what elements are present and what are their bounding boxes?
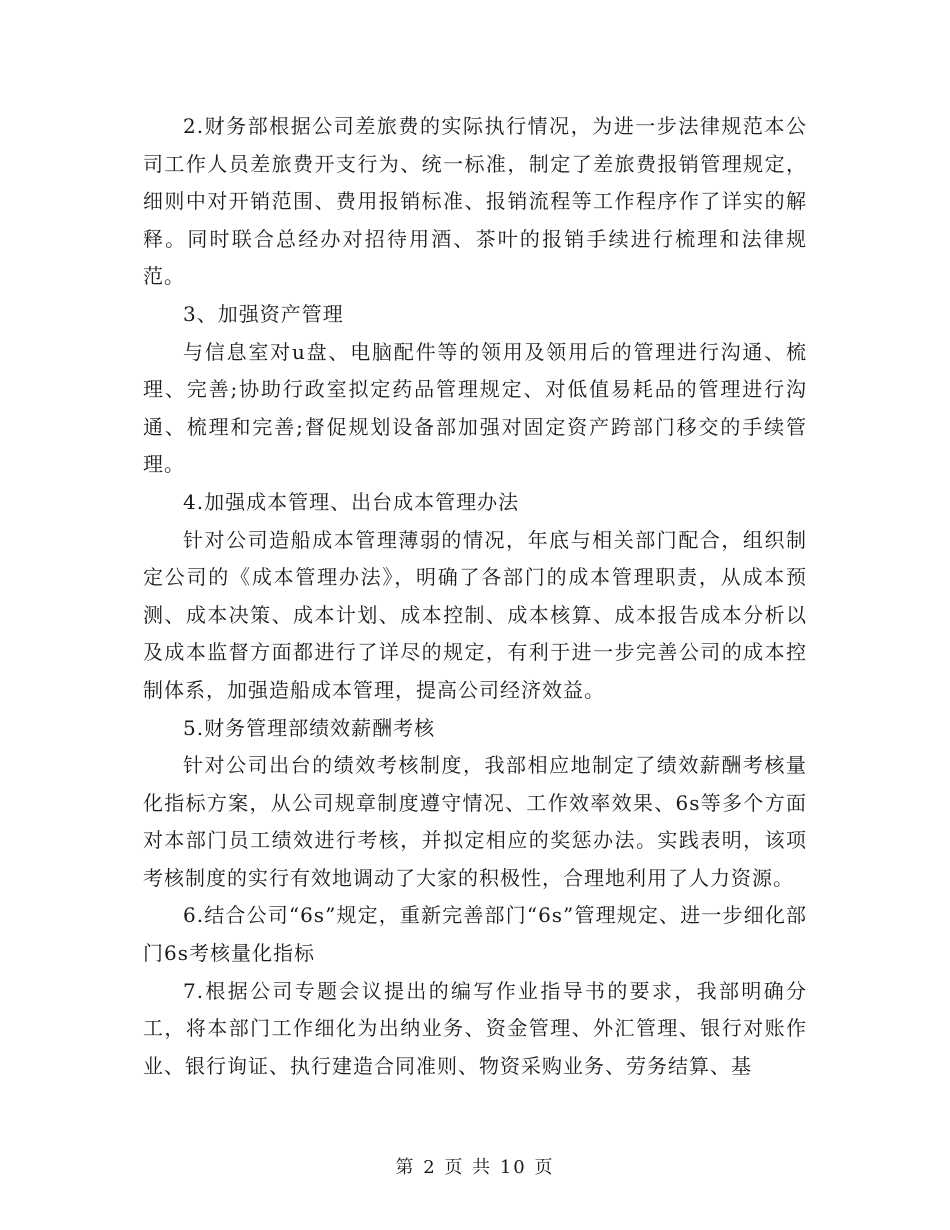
heading-performance-pay: 5.财务管理部绩效薪酬考核 xyxy=(183,715,436,740)
heading-cost-management: 4.加强成本管理、出台成本管理办法 xyxy=(183,489,520,514)
heading-asset-management: 3、加强资产管理 xyxy=(183,301,344,326)
page-number-label: 第 2 页 共 10 页 xyxy=(395,1157,555,1178)
paragraph-performance-pay: 针对公司出台的绩效考核制度，我部相应地制定了绩效薪酬考核量化指标方案，从公司规章制度遵守情况、工作效率效果、6s等多个方面对本部门员工绩效进行考核，并拟定相应的奖惩办法。实践表明，该项考核制度的实行有效地调动了大家的积极性，合理地利用了人力资源。 xyxy=(143,753,807,890)
paragraph-6s-rules: 6.结合公司“6s”规定，重新完善部门“6s”管理规定、进一步细化部门6s考核量化指标 xyxy=(143,903,807,966)
page-footer xyxy=(0,1153,950,1179)
paragraph-travel-expense: 2.财务部根据公司差旅费的实际执行情况，为进一步法律规范本公司工作人员差旅费开支行为、统一标准，制定了差旅费报销管理规定，细则中对开销范围、费用报销标准、报销流程等工作程序作了详实的解释。同时联合总经办对招待用酒、茶叶的报销手续进行梳理和法律规范。 xyxy=(143,114,807,289)
document-body xyxy=(143,108,807,1085)
paragraph-cost-management: 针对公司造船成本管理薄弱的情况，年底与相关部门配合，组织制定公司的《成本管理办法》，明确了各部门的成本管理职责，从成本预测、成本决策、成本计划、成本控制、成本核算、成本报告成本分析以及成本监督方面都进行了详尽的规定，有利于进一步完善公司的成本控制体系，加强造船成本管理，提高公司经济效益。 xyxy=(143,527,807,702)
paragraph-asset-management: 与信息室对u盘、电脑配件等的领用及领用后的管理进行沟通、梳理、完善;协助行政室拟定药品管理规定、对低值易耗品的管理进行沟通、梳理和完善;督促规划设备部加强对固定资产跨部门移交的手续管理。 xyxy=(143,339,807,477)
paragraph-work-instructions: 7.根据公司专题会议提出的编写作业指导书的要求，我部明确分工，将本部门工作细化为出纳业务、资金管理、外汇管理、银行对账作业、银行询证、执行建造合同准则、物资采购业务、劳务结算、基 xyxy=(143,978,807,1078)
